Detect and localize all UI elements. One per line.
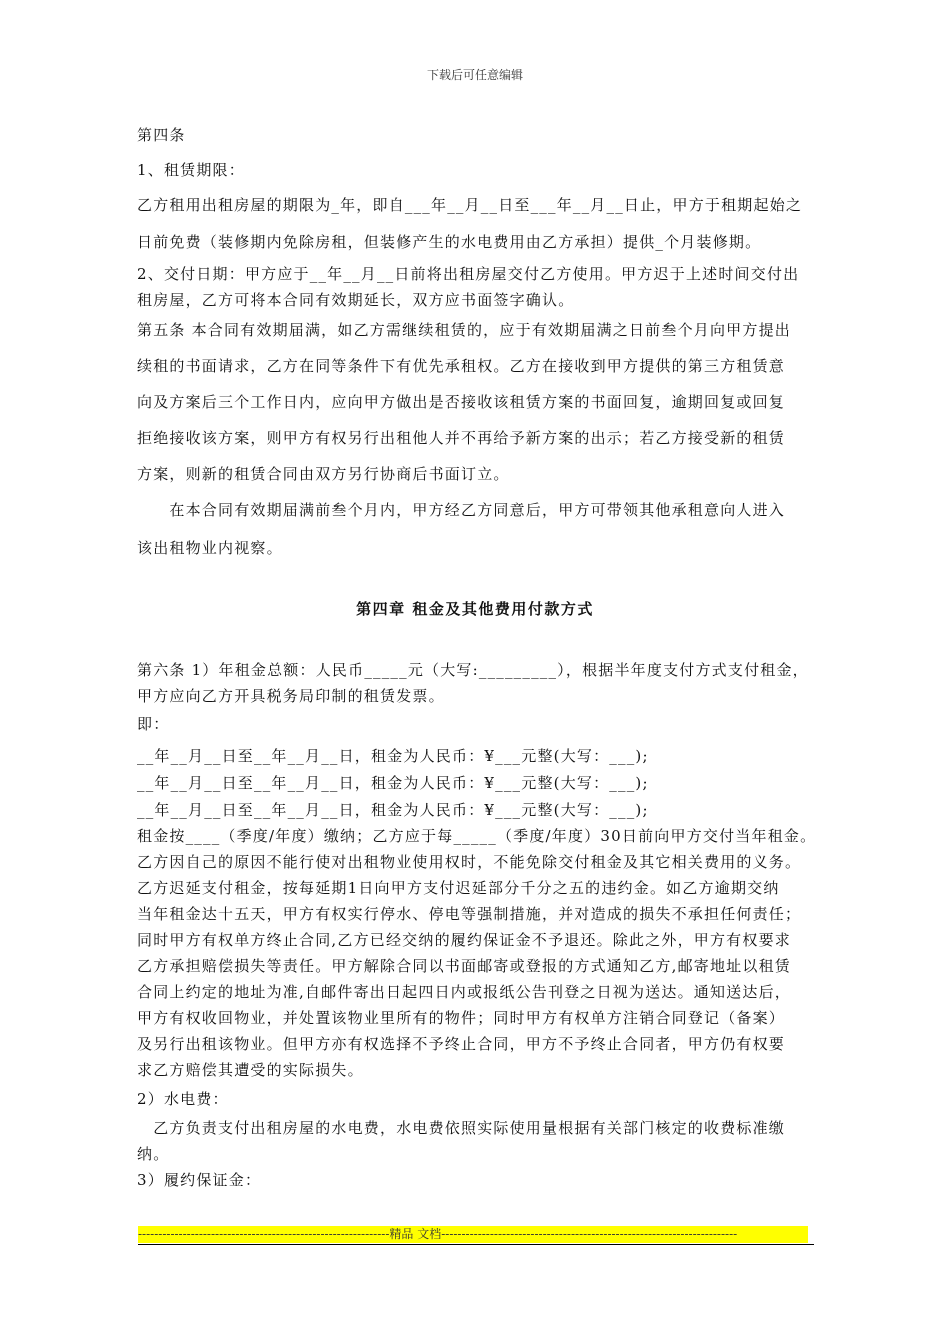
text-line: 同时甲方有权单方终止合同,乙方已经交纳的履约保证金不予退还。除此之外，甲方有权要求 — [137, 931, 791, 949]
text-line: 该出租物业内视察。 — [137, 539, 283, 557]
text-line: 日前免费（装修期内免除房租，但装修产生的水电费用由乙方承担）提供_个月装修期。 — [137, 233, 762, 251]
text-line: 乙方承担赔偿损失等责任。甲方解除合同以书面邮寄或登报的方式通知乙方,邮寄地址以租赁 — [137, 957, 791, 975]
text-line: 1、租赁期限： — [137, 161, 245, 179]
text-line: 甲方应向乙方开具税务局印制的租赁发票。 — [137, 687, 445, 705]
footer-banner: --------------------------------------------------------------精品 文档------------------------------------------------------------------------- — [138, 1226, 808, 1243]
text-line: 纳。 — [137, 1145, 170, 1163]
text-line: 2、交付日期：甲方应于__年__月__日前将出租房屋交付乙方使用。甲方迟于上述时间交付出 — [137, 265, 800, 283]
text-line: 第四条 — [137, 126, 186, 144]
text-line: 乙方因自己的原因不能行使对出租物业使用权时，不能免除交付租金及其它相关费用的义务。 — [137, 853, 802, 871]
text-line: 合同上约定的地址为准,自邮件寄出日起四日内或报纸公告刊登之日视为送达。通知送达后， — [137, 983, 791, 1001]
text-line: 求乙方赔偿其遭受的实际损失。 — [137, 1061, 364, 1079]
text-line: 第六条 1）年租金总额：人民币_____元（大写:_________），根据半年度支付方式支付租金， — [137, 661, 809, 679]
text-line: 乙方迟延支付租金，按每延期1日向甲方支付迟延部分千分之五的违约金。如乙方逾期交纳 — [137, 879, 780, 897]
text-line: 甲方有权收回物业，并处置该物业里所有的物件；同时甲方有权单方注销合同登记（备案） — [137, 1009, 786, 1027]
text-line: 3）履约保证金： — [137, 1171, 262, 1189]
text-line: 当年租金达十五天，甲方有权实行停水、停电等强制措施，并对造成的损失不承担任何责任； — [137, 905, 802, 923]
text-line: 租金按____（季度/年度）缴纳；乙方应于每_____（季度/年度）30日前向甲方交付当年租金。 — [137, 827, 817, 845]
text-line: 租房屋，乙方可将本合同有效期延长，双方应书面签字确认。 — [137, 291, 575, 309]
chapter-title: 第四章 租金及其他费用付款方式 — [356, 600, 594, 618]
text-line: 续租的书面请求，乙方在同等条件下有优先承租权。乙方在接收到甲方提供的第三方租赁意 — [137, 357, 786, 375]
text-line: 向及方案后三个工作日内，应向甲方做出是否接收该租赁方案的书面回复，逾期回复或回复 — [137, 393, 786, 411]
text-line: 拒绝接收该方案，则甲方有权另行出租他人并不再给予新方案的出示；若乙方接受新的租赁 — [137, 429, 786, 447]
text-line: 即： — [137, 715, 170, 733]
footer-rule — [138, 1244, 814, 1245]
text-line: 乙方负责支付出租房屋的水电费，水电费依照实际使用量根据有关部门核定的收费标准缴 — [137, 1119, 786, 1137]
text-line: 乙方租用出租房屋的期限为_年，即自___年__月__日至___年__月__日止，甲方于租期起始之 — [137, 196, 803, 214]
text-line: 在本合同有效期届满前叁个月内，甲方经乙方同意后，甲方可带领其他承租意向人进入 — [137, 501, 786, 519]
text-line: 2）水电费： — [137, 1090, 229, 1108]
text-line: __年__月__日至__年__月__日，租金为人民币：¥___元整(大写：___); — [137, 747, 649, 765]
text-line: __年__月__日至__年__月__日，租金为人民币：¥___元整(大写：___); — [137, 801, 649, 819]
text-line: 及另行出租该物业。但甲方亦有权选择不予终止合同，甲方不予终止合同者，甲方仍有权要 — [137, 1035, 786, 1053]
text-line: 方案，则新的租赁合同由双方另行协商后书面订立。 — [137, 465, 510, 483]
text-line: __年__月__日至__年__月__日，租金为人民币：¥___元整(大写：___); — [137, 774, 649, 792]
text-line: 第五条 本合同有效期届满，如乙方需继续租赁的，应于有效期届满之日前叁个月向甲方提出 — [137, 321, 791, 339]
page-header: 下载后可任意编辑 — [426, 68, 523, 82]
